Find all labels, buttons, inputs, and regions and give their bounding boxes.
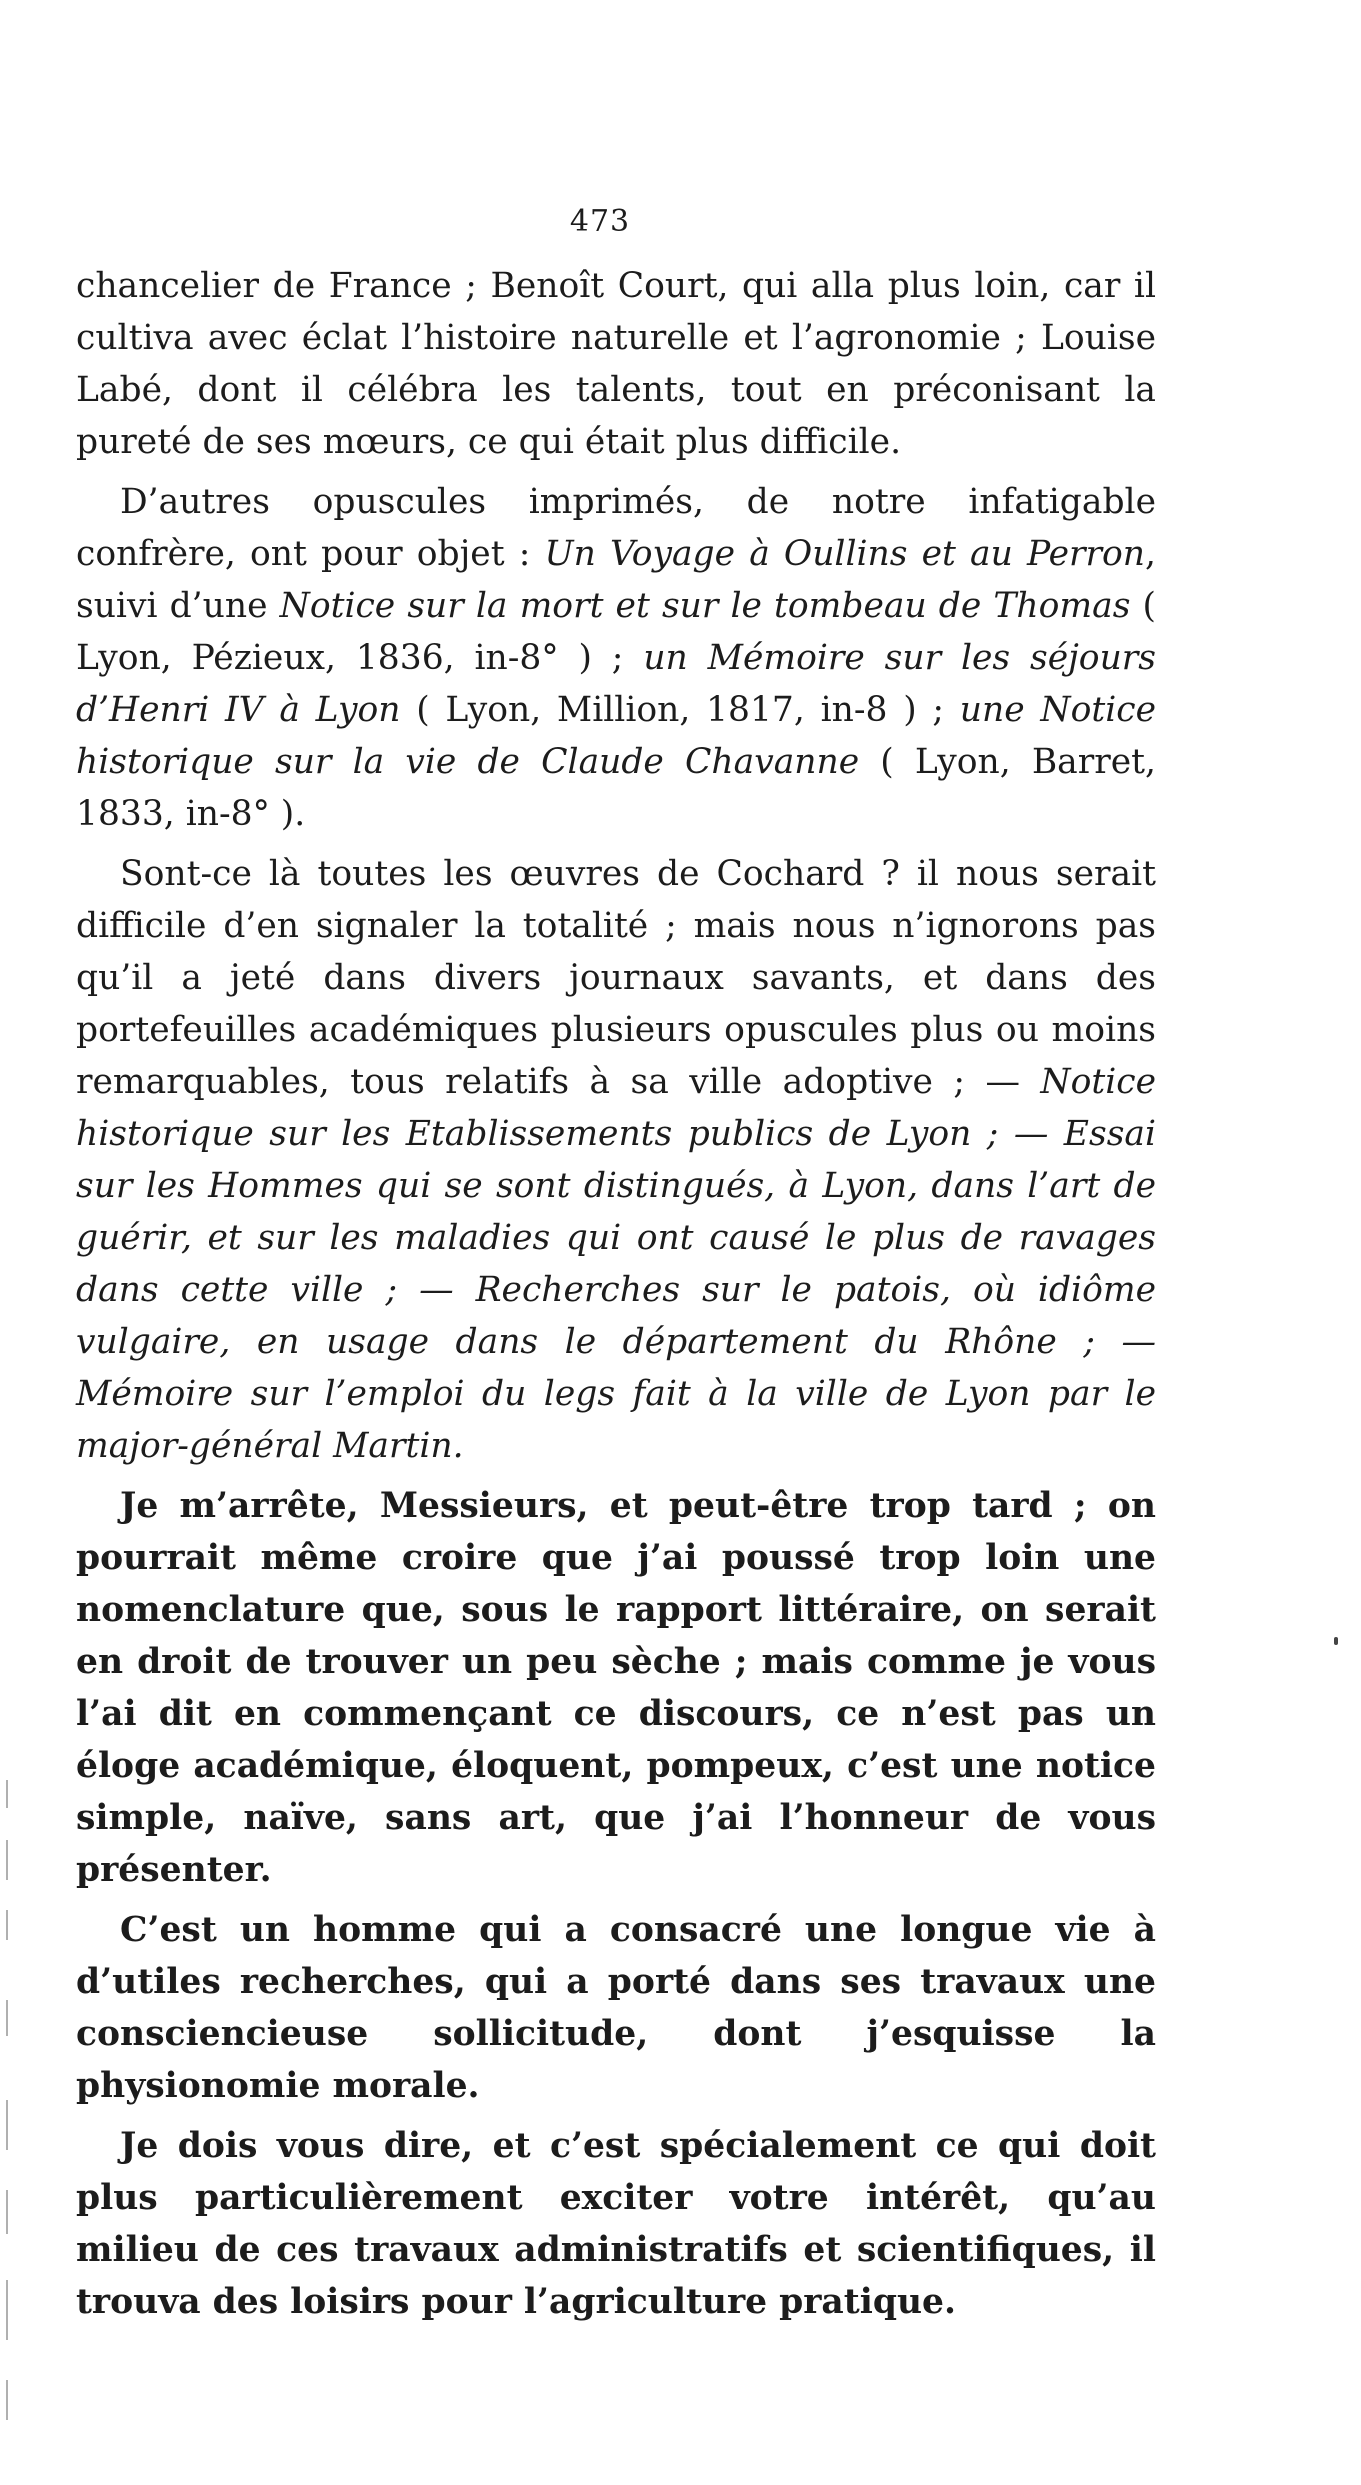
- italic-title-list: Notice historique sur les Etablissements publics de Lyon ; — Essai sur les Hommes qui se sont distingués, à Lyon, dans l’art de guérir, et sur les maladies qui ont causé le plus de ravages dans cette ville ; — Recherches sur le patois, où idiôme vulgaire, en usage dans le département du Rhône ; — Mémoire sur l’emploi du legs fait à la ville de Lyon par le major-général Martin.: [76, 1062, 1156, 1466]
- italic-title: un Mémoire sur les séjours d’Henri IV à Lyon: [76, 638, 1156, 730]
- paragraph-text: ( Lyon, Barret, 1833, in-8° ).: [76, 742, 1156, 834]
- paragraph-1: [76, 260, 1156, 468]
- paragraph-text: ( Lyon, Million, 1817, in-8 ) ;: [400, 690, 960, 730]
- paragraph-text: D’autres opuscules imprimés, de notre infatigable confrère, ont pour objet :: [76, 482, 1156, 574]
- italic-title: Un Voyage à Oullins et au Perron: [544, 534, 1146, 574]
- body-text: [76, 260, 1156, 2336]
- paragraph-text: Je dois vous dire, et c’est spécialement ce qui doit plus particulièrement exciter votre intérêt, qu’au milieu de ces travaux administratifs et scientifiques, il trouva des loisirs pour l’agriculture pratique.: [76, 2126, 1156, 2322]
- paragraph-text: Sont-ce là toutes les œuvres de Cochard ? il nous serait difficile d’en signaler la totalité ; mais nous n’ignorons pas qu’il a jeté dans divers journaux savants, et dans des portefeuilles académiques plusieurs opuscules plus ou moins remarquables, tous relatifs à sa ville adoptive ; —: [76, 854, 1156, 1102]
- scan-mark: [6, 1780, 8, 1808]
- scan-mark: [6, 2280, 8, 2340]
- paragraph-3: [76, 848, 1156, 1472]
- paragraph-text: , suivi d’une: [76, 534, 1156, 626]
- paragraph-4: [76, 1480, 1156, 1896]
- paragraph-text: chancelier de France ; Benoît Court, qui alla plus loin, car il cultiva avec éclat l’histoire naturelle et l’agronomie ; Louise Labé, dont il célébra les talents, tout en préconisant la pureté de ses mœurs, ce qui était plus difficile.: [76, 266, 1156, 462]
- paragraph-text: Je m’arrête, Messieurs, et peut-être trop tard ; on pourrait même croire que j’ai poussé trop loin une nomenclature que, sous le rapport littéraire, on serait en droit de trouver un peu sèche ; mais comme je vous l’ai dit en commençant ce discours, ce n’est pas un éloge académique, éloquent, pompeux, c’est une notice simple, naïve, sans art, que j’ai l’honneur de vous présenter.: [76, 1486, 1156, 1890]
- scan-mark: [6, 1910, 8, 1940]
- page-number: 473: [569, 204, 631, 239]
- ink-speck: [1334, 1637, 1338, 1645]
- italic-title: une Notice historique sur la vie de Claude Chavanne: [76, 690, 1156, 782]
- scan-mark: [6, 1840, 8, 1880]
- scan-margin-marks: [6, 1780, 10, 2480]
- paragraph-5: [76, 1904, 1156, 2112]
- scan-mark: [6, 2000, 8, 2036]
- paragraph-text: ( Lyon, Pézieux, 1836, in-8° ) ;: [76, 586, 1156, 678]
- paragraph-6: [76, 2120, 1156, 2328]
- paragraph-text: C’est un homme qui a consacré une longue vie à d’utiles recherches, qui a porté dans ses travaux une consciencieuse sollicitude, dont j’esquisse la physionomie morale.: [76, 1910, 1156, 2106]
- italic-title: Notice sur la mort et sur le tombeau de Thomas: [279, 586, 1131, 626]
- paragraph-2: [76, 476, 1156, 840]
- scan-mark: [6, 2100, 8, 2150]
- scan-mark: [6, 2190, 8, 2234]
- scan-mark: [6, 2380, 8, 2420]
